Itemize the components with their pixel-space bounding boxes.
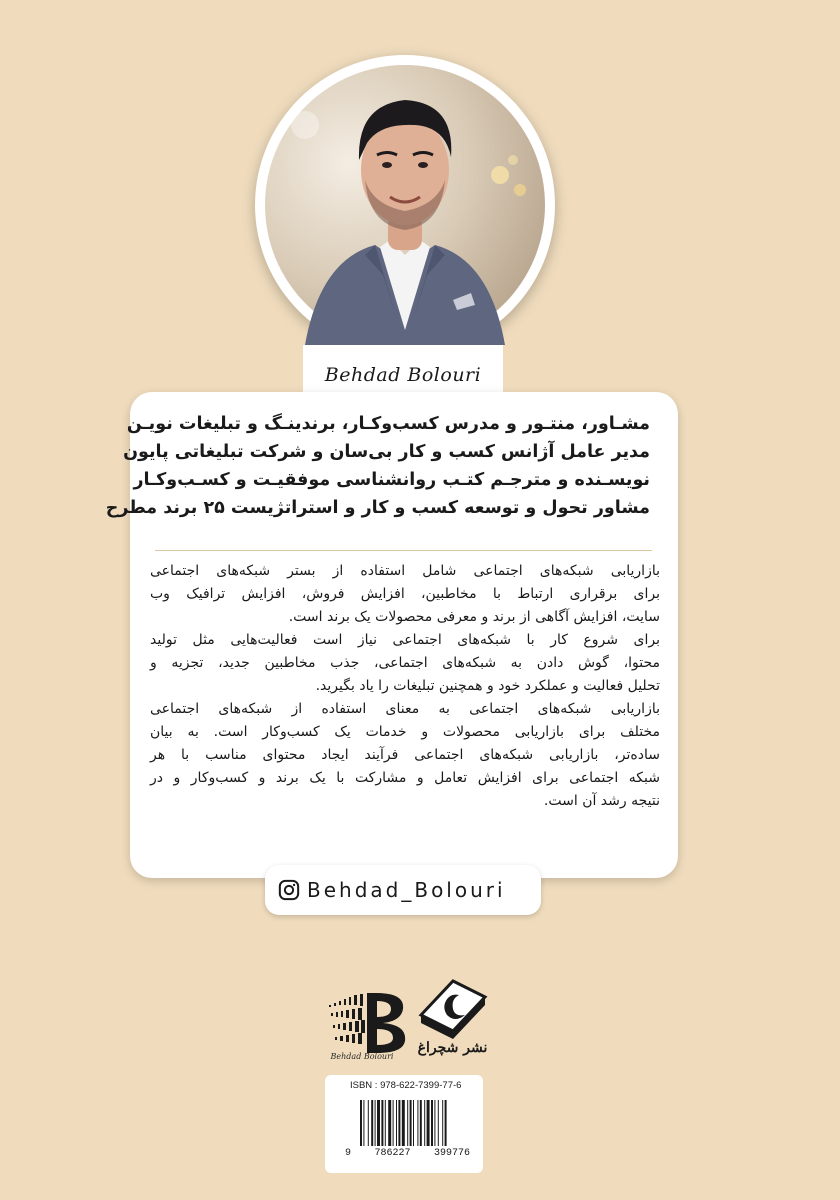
barcode-bar (377, 1100, 380, 1146)
author-roles (105, 410, 650, 522)
description-line: تحلیل فعالیت و عملکرد خود و همچنین تبلیغات را یاد بگیرید. (315, 678, 660, 694)
instagram-icon (278, 879, 300, 901)
divider (155, 550, 652, 551)
barcode-bar (368, 1100, 369, 1146)
instagram-handle[interactable]: Behdad_Bolouri (307, 878, 506, 902)
barcode-bar (442, 1100, 443, 1146)
brand-logo (325, 985, 410, 1060)
barcode-bar (434, 1100, 435, 1146)
barcode-bar (407, 1100, 408, 1146)
barcode-bar (388, 1100, 391, 1146)
barcode-bar (393, 1100, 394, 1146)
publisher-logo (415, 975, 490, 1045)
barcode-bar (438, 1100, 439, 1146)
barcode-bar (371, 1100, 373, 1146)
description-line: نتیجه رشد آن است. (543, 793, 660, 809)
publisher-logo-caption: نشر شچراغ (417, 1040, 488, 1056)
barcode-digits (345, 1148, 470, 1159)
description-line: برای شروع کار با شبکه‌های اجتماعی نیاز است فعالیت‌هایی مثل تولید (150, 632, 660, 648)
barcode-bar (431, 1100, 433, 1146)
role-line: مشـاور، منتـور و مدرس کسب‌وکـار، برندینـگ و تبلیغات نویـن (126, 414, 650, 434)
barcode-digit-group: 399776 (433, 1148, 470, 1159)
barcode-bar (396, 1100, 397, 1146)
author-signature: Behdad Bolouri (324, 364, 482, 386)
barcode-bar (417, 1100, 418, 1146)
barcode-bar (420, 1100, 422, 1146)
barcode-bar (402, 1100, 405, 1146)
role-line: مدیر عامل آژانس کسب و کار بی‌سان و شرکت تبلیغاتی پایون (123, 442, 650, 462)
barcode-digit-group: 9 (345, 1148, 352, 1159)
barcode (360, 1100, 470, 1146)
barcode-digit-group: 786227 (374, 1148, 411, 1159)
barcode-bar (424, 1100, 425, 1146)
isbn-label: ISBN : 978-622-7399-77-6 (350, 1080, 462, 1091)
barcode-bar (381, 1100, 383, 1146)
barcode-bar (385, 1100, 386, 1146)
description-line: محتوا، گوش دادن به شبکه‌های اجتماعی، جذب مخاطبین جدید، تجزیه و (150, 655, 660, 671)
role-line: مشاور تحول و توسعه کسب و کار و استراتژیست ۲۵ برند مطرح (105, 498, 650, 518)
description-line: برای برقراری ارتباط با مخاطبین، افزایش فروش، افزایش ترافیک وب (150, 586, 660, 602)
barcode-bar (360, 1100, 362, 1146)
description-line: سایت، افزایش آگاهی از برند و معرفی محصولات یک برند است. (288, 609, 660, 625)
barcode-bar (413, 1100, 414, 1146)
description-line: شبکه اجتماعی برای افزایش تعامل و مشارکت با یک برند و کسب‌وکار و در (150, 770, 660, 786)
barcode-bar (398, 1100, 400, 1146)
role-line: نویسـنده و مترجـم کتـب روانشناسی موفقیـت و کسـب‌وکـار (133, 470, 650, 490)
author-photo (265, 65, 545, 345)
barcode-bar (375, 1100, 376, 1146)
barcode-bar (363, 1100, 364, 1146)
book-description (150, 560, 660, 813)
barcode-bar (445, 1100, 447, 1146)
description-line: مختلف برای بازاریابی محصولات و خدمات یک کسب‌وکار است. به بیان (150, 724, 660, 740)
description-line: ساده‌تر، بازاریابی شبکه‌های اجتماعی فرآیند ایجاد محتوای مناسب با هر (150, 747, 660, 763)
description-line: بازاریابی شبکه‌های اجتماعی به معنای استفاده از شبکه‌های اجتماعی (150, 701, 660, 717)
description-line: بازاریابی شبکه‌های اجتماعی شامل استفاده از بستر شبکه‌های اجتماعی (150, 563, 660, 579)
brand-logo-caption: Behdad Bolouri (330, 1052, 394, 1061)
barcode-bar (427, 1100, 430, 1146)
barcode-bar (410, 1100, 412, 1146)
